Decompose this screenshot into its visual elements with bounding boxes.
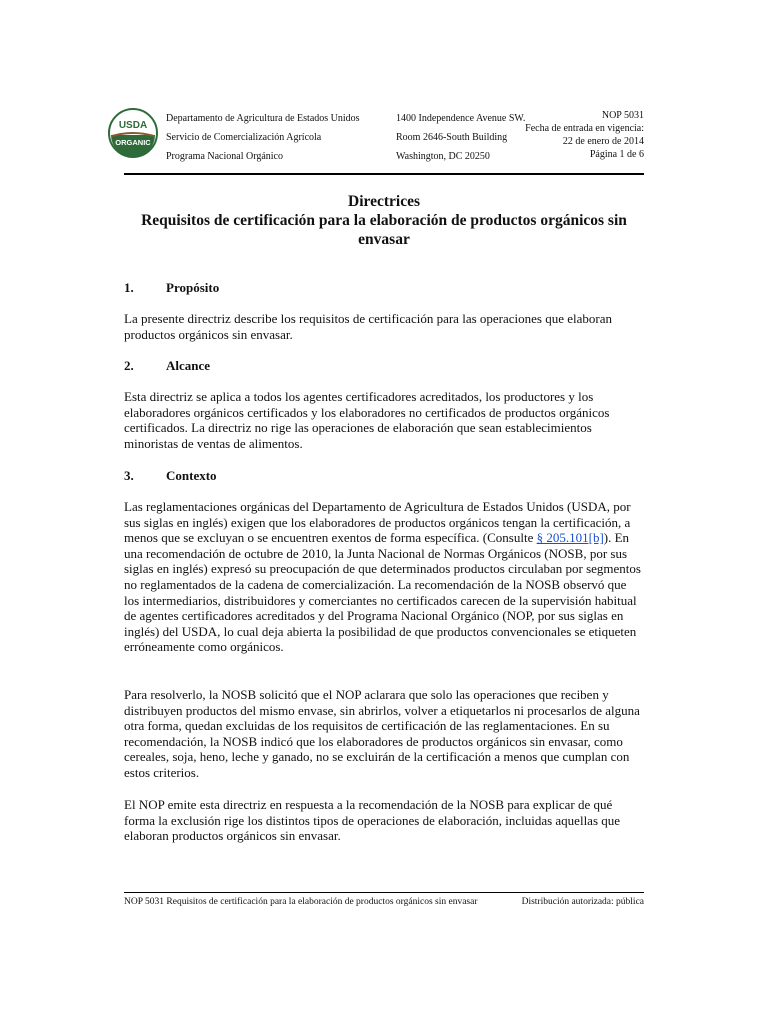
section-context-p2 — [124, 687, 644, 781]
footer-divider — [124, 892, 644, 893]
effective-date-label: Fecha de entrada en vigencia: — [525, 123, 644, 134]
section-context-p3 — [124, 797, 644, 844]
effective-date: 22 de enero de 2014 — [562, 136, 644, 147]
section-purpose-heading — [124, 280, 644, 296]
text-run: ). En una recomendación de octubre de 2010, la Junta Nacional de Normas Orgánicos (NOSB, por sus siglas en inglés) expresó su preocupación de que determinados productos circulaban por segmentos no reglamentados de la cadena de comercialización. La recomendación de la NOSB observó que los intermediarios, distribuidores y comerciantes no certificados carecen de la supervisión habitual de agentes certificadores acreditados y del Programa Nacional Orgánico (NOP, por sus siglas en inglés) del USDA, lo cual deja abierta la posibilidad de que productos convencionales se etiqueten erróneamente como orgánicos. — [124, 530, 641, 655]
footer-document-title: NOP 5031 Requisitos de certificación para la elaboración de productos orgánicos sin envasar — [124, 897, 478, 907]
section-context-heading — [124, 468, 644, 484]
usda-organic-seal-icon — [108, 108, 158, 158]
section-number: 1. — [124, 280, 134, 295]
section-title: Contexto — [166, 468, 217, 483]
section-purpose-body — [124, 311, 644, 342]
paragraph: El NOP emite esta directriz en respuesta a la recomendación de la NOSB para explicar de qué forma la exclusión rige los distintos tipos de operaciones de elaboración, incluidas aquellas que elaboran productos orgánicos sin envasar. — [124, 797, 621, 844]
header-street: 1400 Independence Avenue SW. — [396, 113, 526, 124]
section-scope-heading — [124, 358, 644, 374]
footer-distribution: Distribución autorizada: pública — [521, 897, 644, 907]
paragraph: Esta directriz se aplica a todos los agentes certificadores acreditados, los productores y los elaboradores orgánicos certificados y los elaboradores no certificados de productos orgánicos certificados. La directriz no rige las operaciones de elaboración que sean establecimientos minoristas de ventas de alimentos. — [124, 389, 610, 451]
svg-text:USDA: USDA — [118, 120, 148, 131]
text-run: Las reglamentaciones orgánicas del Departamento de Agricultura de Estados Unidos (USDA, por sus siglas en inglés) exigen que los elaboradores de productos orgánicos tengan la certificación, a menos que se excluyan o se encuentren exentos de forma específica. (Consulte — [124, 499, 631, 546]
section-number: 3. — [124, 468, 134, 483]
usda-organic-logo — [108, 108, 158, 158]
svg-text:ORGANIC: ORGANIC — [115, 138, 151, 147]
paragraph: La presente directriz describe los requisitos de certificación para las operaciones que elaboran productos orgánicos sin envasar. — [124, 311, 612, 342]
document-title — [124, 192, 644, 249]
section-title: Propósito — [166, 280, 220, 295]
header-agency-block — [166, 109, 360, 166]
header-document-info — [525, 109, 644, 161]
section-context-p1 — [124, 499, 644, 655]
header-program: Programa Nacional Orgánico — [166, 151, 283, 162]
section-title: Alcance — [166, 358, 211, 373]
paragraph: Para resolverlo, la NOSB solicitó que el NOP aclarara que solo las operaciones que reciben y distribuyen productos del mismo envase, sin abrirlos, volver a etiquetarlos ni procesarlos de alguna otra forma, quedan excluidas de los requisitos de certificación de las reglamentaciones. En su recomendación, la NOSB indicó que los elaboradores de productos orgánicos sin envasar, como cereales, soja, heno, leche y ganado, no se excluirán de la certificación a menos que cumplan con estos criterios. — [124, 687, 640, 780]
header-divider — [124, 173, 644, 175]
title-line-2: Requisitos de certificación para la elaboración de productos orgánicos sin envasar — [141, 212, 627, 248]
regulation-link[interactable]: § 205.101[b] — [536, 530, 604, 546]
document-number: NOP 5031 — [601, 110, 644, 121]
header-service: Servicio de Comercialización Agrícola — [166, 132, 322, 143]
header-department: Departamento de Agricultura de Estados Unidos — [166, 113, 360, 124]
page-footer — [124, 896, 644, 908]
header-room: Room 2646-South Building — [396, 132, 508, 143]
header-address-block — [396, 109, 525, 166]
section-scope-body — [124, 389, 644, 451]
paragraph — [124, 499, 644, 655]
header-city: Washington, DC 20250 — [396, 151, 490, 162]
section-number: 2. — [124, 358, 134, 373]
page-number: Página 1 de 6 — [589, 149, 644, 160]
title-line-1: Directrices — [348, 193, 420, 210]
